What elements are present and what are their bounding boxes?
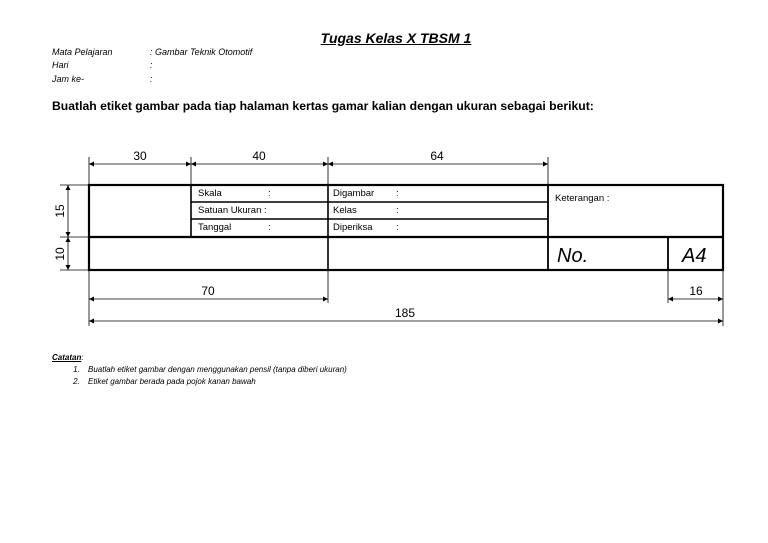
cell-digambar: Digambar [333,188,375,199]
instruction-text: Buatlah etiket gambar pada tiap halaman kertas gamar kalian dengan ukuran sebagai berikut: [52,99,594,113]
notes-list [52,364,347,388]
meta-label: Jam ke- [52,74,85,84]
notes-section [52,352,347,388]
dim-label-70: 70 [201,284,215,298]
meta-value: : [150,74,153,84]
dim-label-185: 185 [394,306,416,320]
cell-a4: A4 [682,245,707,267]
title-text: Tugas Kelas X TBSM 1 [320,30,472,46]
meta-label: Hari [52,60,69,70]
notes-item: 2. Etiket gambar berada pada pojok kanan bawah [82,376,347,388]
cell-colon: : [268,188,271,199]
cell-colon: : [396,188,399,199]
meta-value: : [150,60,153,70]
meta-value: : Gambar Teknik Otomotif [150,47,253,57]
dim-label-16: 16 [689,284,703,298]
notes-item: 1. Buatlah etiket gambar dengan menggunakan pensil (tanpa diberi ukuran) [82,364,347,376]
cell-skala: Skala [198,188,222,199]
cell-satuan-ukuran: Satuan Ukuran : [198,205,267,216]
dim-label-10: 10 [53,247,67,261]
cell-diperiksa: Diperiksa [333,222,373,233]
meta-label: Mata Pelajaran [52,47,113,57]
cell-no: No. [557,245,589,267]
notes-heading-colon: : [81,353,84,362]
cell-kelas: Kelas [333,205,357,216]
dim-label-15: 15 [53,204,67,218]
cell-colon: : [396,205,399,216]
title-block-frame [89,185,723,270]
cell-colon: : [396,222,399,233]
dim-label-30: 30 [133,149,147,163]
cell-tanggal: Tanggal [198,222,232,233]
dim-label-40: 40 [252,149,266,163]
cell-colon: : [268,222,271,233]
extension-lines [60,157,723,326]
notes-heading: Catatan [52,353,82,362]
cell-keterangan: Keterangan : [555,193,610,204]
dim-label-64: 64 [430,149,444,163]
